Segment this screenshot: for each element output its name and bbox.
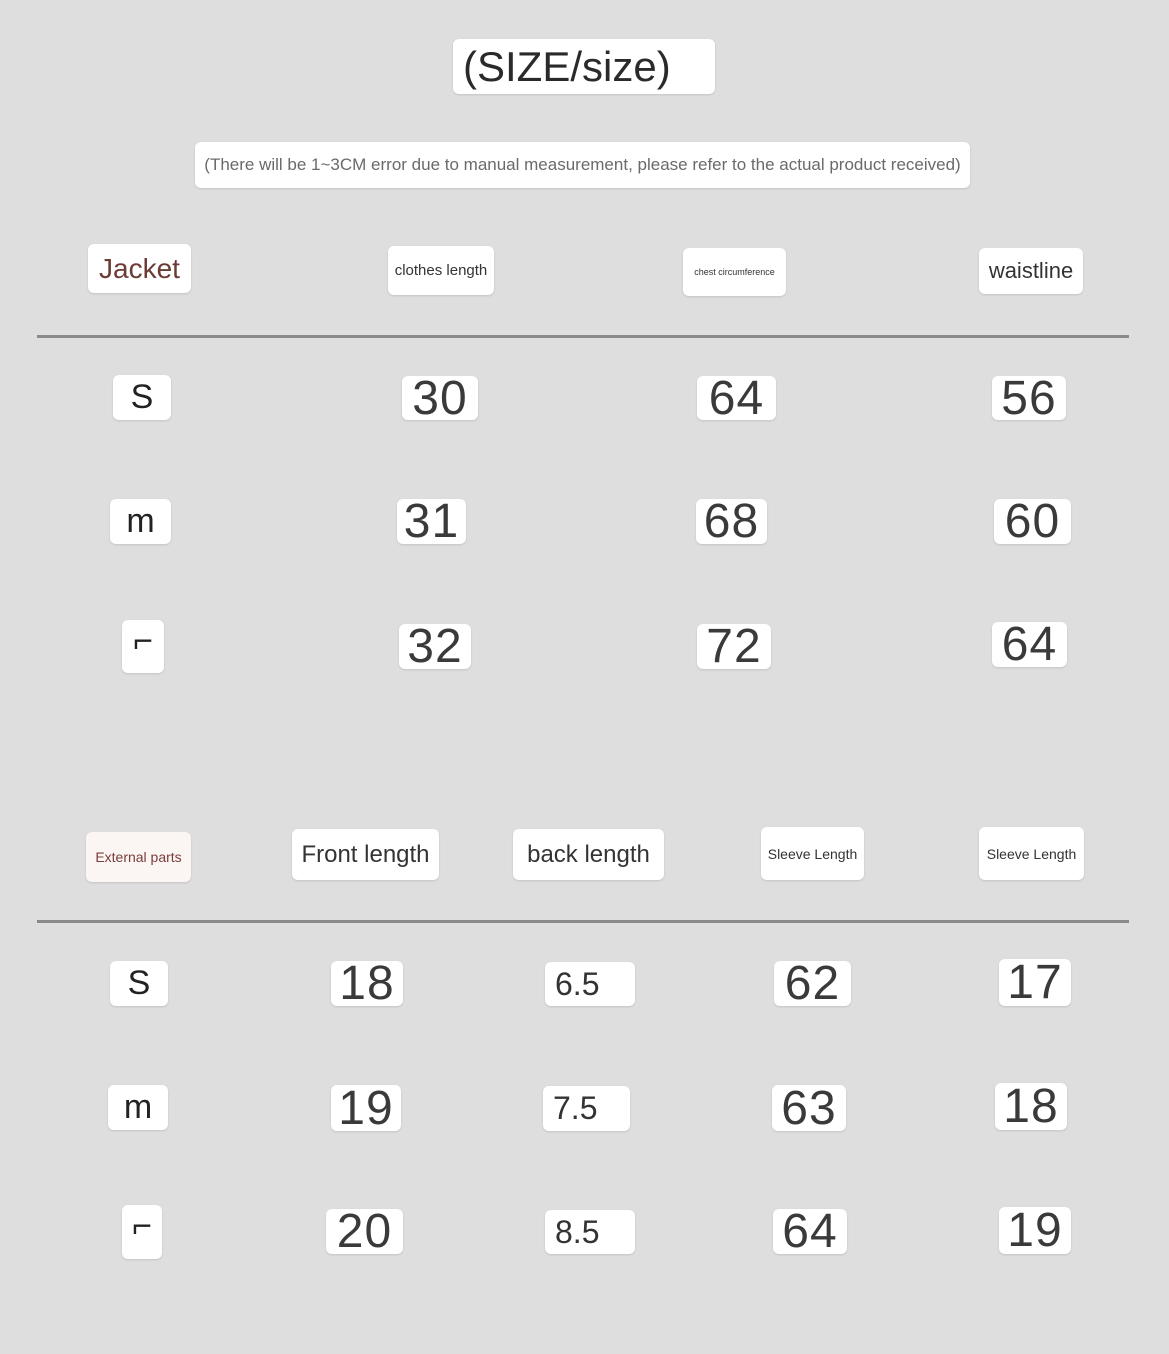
ext-l-sleeve-length-1: 64	[773, 1209, 847, 1254]
jacket-l-clothes-length: 32	[399, 624, 471, 669]
size-label-l: ⌐	[122, 620, 164, 673]
jacket-l-chest: 72	[697, 624, 771, 669]
sleeve-length-header-2: Sleeve Length	[979, 827, 1084, 880]
jacket-m-chest: 68	[696, 499, 767, 544]
ext-l-back-length: 8.5	[545, 1210, 635, 1254]
ext-m-sleeve-length-2: 18	[995, 1083, 1067, 1130]
ext-size-label-l: ⌐	[122, 1205, 162, 1259]
jacket-l-waistline: 64	[992, 622, 1067, 667]
ext-l-front-length: 20	[326, 1209, 403, 1254]
ext-s-back-length: 6.5	[545, 962, 635, 1006]
external-parts-header-label: External parts	[86, 832, 191, 882]
back-length-header: back length	[513, 829, 664, 880]
jacket-s-clothes-length: 30	[402, 376, 478, 420]
ext-s-sleeve-length-1: 62	[774, 961, 851, 1006]
front-length-header: Front length	[292, 829, 439, 880]
ext-m-front-length: 19	[331, 1085, 401, 1131]
ext-size-label-s: S	[110, 961, 168, 1006]
ext-s-sleeve-length-2: 17	[999, 959, 1071, 1006]
clothes-length-header: clothes length	[388, 246, 494, 295]
jacket-s-chest: 64	[697, 376, 776, 420]
ext-m-back-length: 7.5	[543, 1086, 630, 1131]
measurement-note: (There will be 1~3CM error due to manual measurement, please refer to the actual product received)	[195, 142, 970, 188]
size-label-s: S	[113, 375, 171, 420]
ext-size-label-m: m	[108, 1085, 168, 1130]
jacket-m-clothes-length: 31	[397, 499, 466, 544]
chest-circumference-header: chest circumference	[683, 248, 786, 296]
ext-l-sleeve-length-2: 19	[999, 1207, 1071, 1254]
jacket-divider	[37, 335, 1129, 338]
jacket-s-waistline: 56	[992, 376, 1066, 420]
ext-s-front-length: 18	[331, 961, 403, 1006]
waistline-header: waistline	[979, 248, 1083, 294]
ext-m-sleeve-length-1: 63	[772, 1085, 846, 1131]
page-title: (SIZE/size)	[453, 39, 715, 94]
jacket-m-waistline: 60	[994, 499, 1071, 544]
external-divider	[37, 920, 1129, 923]
sleeve-length-header-1: Sleeve Length	[761, 827, 864, 880]
size-label-m: m	[110, 499, 171, 544]
jacket-header-label: Jacket	[88, 244, 191, 293]
